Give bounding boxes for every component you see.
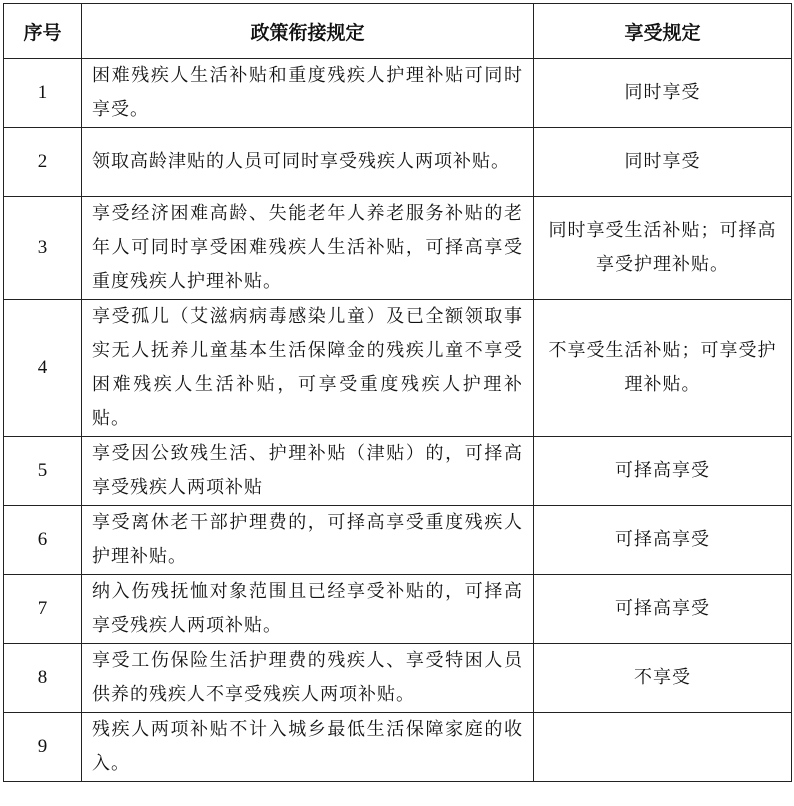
row-seq: 4 <box>4 300 82 437</box>
row-rule: 享受工伤保险生活护理费的残疾人、享受特困人员供养的残疾人不享受残疾人两项补贴。 <box>82 644 534 713</box>
table-row <box>4 713 792 782</box>
row-rule: 享受离休老干部护理费的，可择高享受重度残疾人护理补贴。 <box>82 506 534 575</box>
table-row <box>4 644 792 713</box>
row-enjoy: 不享受生活补贴；可享受护理补贴。 <box>534 300 792 437</box>
row-enjoy: 可择高享受 <box>534 506 792 575</box>
row-enjoy: 同时享受 <box>534 59 792 128</box>
row-rule: 享受孤儿（艾滋病病毒感染儿童）及已全额领取事实无人抚养儿童基本生活保障金的残疾儿童不享受困难残疾人生活补贴，可享受重度残疾人护理补贴。 <box>82 300 534 437</box>
row-enjoy: 可择高享受 <box>534 437 792 506</box>
row-rule: 领取高龄津贴的人员可同时享受残疾人两项补贴。 <box>82 128 534 197</box>
header-enjoy: 享受规定 <box>534 4 792 59</box>
table-row <box>4 197 792 300</box>
row-enjoy: 同时享受生活补贴；可择高享受护理补贴。 <box>534 197 792 300</box>
row-rule: 困难残疾人生活补贴和重度残疾人护理补贴可同时享受。 <box>82 59 534 128</box>
table-row <box>4 437 792 506</box>
row-enjoy <box>534 713 792 782</box>
table-header-row <box>4 4 792 59</box>
row-seq: 1 <box>4 59 82 128</box>
row-seq: 6 <box>4 506 82 575</box>
table-row <box>4 300 792 437</box>
table-row <box>4 575 792 644</box>
table-row <box>4 506 792 575</box>
row-rule: 残疾人两项补贴不计入城乡最低生活保障家庭的收入。 <box>82 713 534 782</box>
header-seq: 序号 <box>4 4 82 59</box>
row-seq: 9 <box>4 713 82 782</box>
row-enjoy: 同时享受 <box>534 128 792 197</box>
row-enjoy: 可择高享受 <box>534 575 792 644</box>
row-rule: 享受因公致残生活、护理补贴（津贴）的，可择高享受残疾人两项补贴 <box>82 437 534 506</box>
table-row <box>4 128 792 197</box>
policy-table <box>3 3 792 782</box>
row-seq: 3 <box>4 197 82 300</box>
row-seq: 5 <box>4 437 82 506</box>
row-enjoy: 不享受 <box>534 644 792 713</box>
table-row <box>4 59 792 128</box>
row-rule: 享受经济困难高龄、失能老年人养老服务补贴的老年人可同时享受困难残疾人生活补贴，可择高享受重度残疾人护理补贴。 <box>82 197 534 300</box>
row-seq: 7 <box>4 575 82 644</box>
row-seq: 2 <box>4 128 82 197</box>
header-rule: 政策衔接规定 <box>82 4 534 59</box>
row-rule: 纳入伤残抚恤对象范围且已经享受补贴的，可择高享受残疾人两项补贴。 <box>82 575 534 644</box>
row-seq: 8 <box>4 644 82 713</box>
